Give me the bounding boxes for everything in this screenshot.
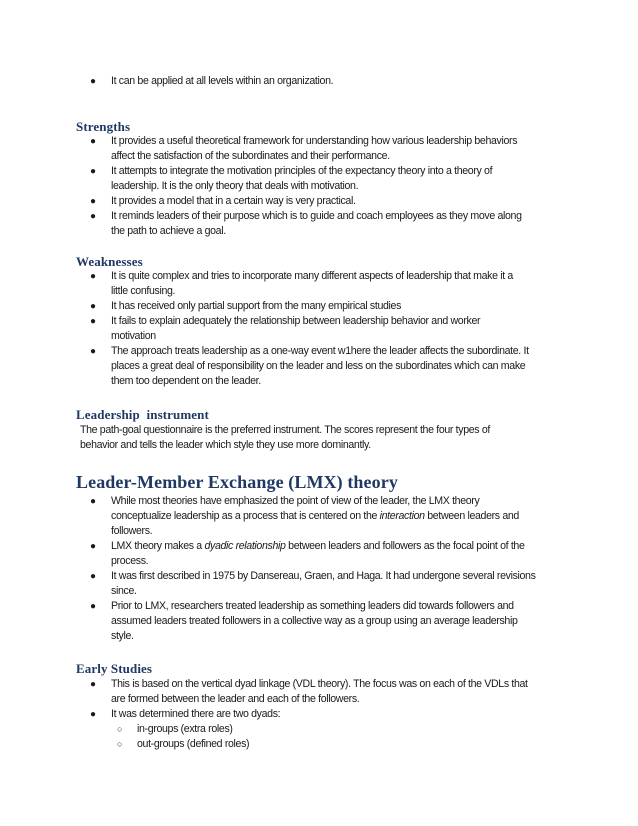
list-item: It provides a model that in a certain way is very practical. (111, 195, 356, 207)
strengths-heading: Strengths (76, 119, 131, 134)
list-item: It was determined there are two dyads: (111, 708, 281, 720)
paragraph-line: The path-goal questionnaire is the preferred instrument. The scores represent the four types of (80, 424, 490, 436)
list-item-continuation: places a great deal of responsibility on the leader and less on the subordinates which can make (111, 360, 526, 372)
list-item-continuation: little confusing. (111, 285, 176, 297)
paragraph-line: behavior and tells the leader which style they use more dominantly. (80, 439, 371, 451)
lmx-heading: Leader-Member Exchange (LMX) theory (76, 472, 398, 492)
bullet-icon: ● (90, 271, 96, 282)
emphasis-text: dyadic relationship (204, 540, 286, 552)
list-item: It fails to explain adequately the relationship between leadership behavior and worker (111, 315, 481, 327)
early-studies-heading: Early Studies (76, 661, 153, 676)
bullet-icon: ● (90, 496, 96, 507)
list-item: This is based on the vertical dyad linkage (VDL theory). The focus was on each of the VDLs that (111, 678, 528, 690)
list-item-continuation: affect the satisfaction of the subordinates and their performance. (111, 150, 390, 162)
list-item: It has received only partial support from the many empirical studies (111, 300, 402, 312)
list-item: LMX theory makes a dyadic relationship between leaders and followers as the focal point of the (111, 540, 525, 552)
list-item: It can be applied at all levels within an organization. (111, 75, 334, 87)
bullet-icon: ● (90, 136, 96, 147)
list-item-continuation: style. (111, 630, 134, 642)
sub-list-item: out-groups (defined roles) (137, 738, 250, 750)
list-item: It is quite complex and tries to incorporate many different aspects of leadership that make it a (111, 270, 513, 282)
list-item: While most theories have emphasized the point of view of the leader, the LMX theory (111, 495, 480, 507)
bullet-icon: ● (90, 541, 96, 552)
bullet-icon: ● (90, 346, 96, 357)
list-item-continuation: them too dependent on the leader. (111, 375, 261, 387)
list-item: It reminds leaders of their purpose which is to guide and coach employees as they move along (111, 210, 522, 222)
emphasis-text: interaction (379, 510, 425, 522)
bullet-icon: ● (90, 166, 96, 177)
list-item-continuation: conceptualize leadership as a process that is centered on the interaction between leaders and (111, 510, 519, 522)
bullet-icon: ● (90, 211, 96, 222)
instrument-heading: Leadership instrument (76, 407, 209, 422)
weaknesses-heading: Weaknesses (76, 254, 143, 269)
list-item: It attempts to integrate the motivation principles of the expectancy theory into a theory of (111, 165, 493, 177)
bullet-icon: ● (90, 709, 96, 720)
list-item-continuation: assumed leaders treated followers in a collective way as a group using an average leadership (111, 615, 518, 627)
circle-bullet-icon: ○ (117, 724, 123, 734)
list-item-continuation: leadership. It is the only theory that deals with motivation. (111, 180, 359, 192)
list-item-continuation: process. (111, 555, 149, 567)
list-item: It was first described in 1975 by Dansereau, Graen, and Haga. It had undergone several revisions (111, 570, 536, 582)
list-item: The approach treats leadership as a one-way event w1here the leader affects the subordinate. It (111, 345, 529, 357)
list-item-continuation: since. (111, 585, 137, 597)
list-item-continuation: motivation (111, 330, 156, 342)
bullet-icon: ● (90, 301, 96, 312)
circle-bullet-icon: ○ (117, 739, 123, 749)
bullet-icon: ● (90, 76, 96, 87)
bullet-icon: ● (90, 316, 96, 327)
bullet-icon: ● (90, 679, 96, 690)
list-item: It provides a useful theoretical framework for understanding how various leadership behaviors (111, 135, 518, 147)
list-item-continuation: followers. (111, 525, 153, 537)
list-item: Prior to LMX, researchers treated leadership as something leaders did towards followers and (111, 600, 514, 612)
sub-list-item: in-groups (extra roles) (137, 723, 233, 735)
bullet-icon: ● (90, 571, 96, 582)
list-item-continuation: the path to achieve a goal. (111, 225, 226, 237)
bullet-icon: ● (90, 196, 96, 207)
list-item-continuation: are formed between the leader and each of the followers. (111, 693, 360, 705)
bullet-icon: ● (90, 601, 96, 612)
